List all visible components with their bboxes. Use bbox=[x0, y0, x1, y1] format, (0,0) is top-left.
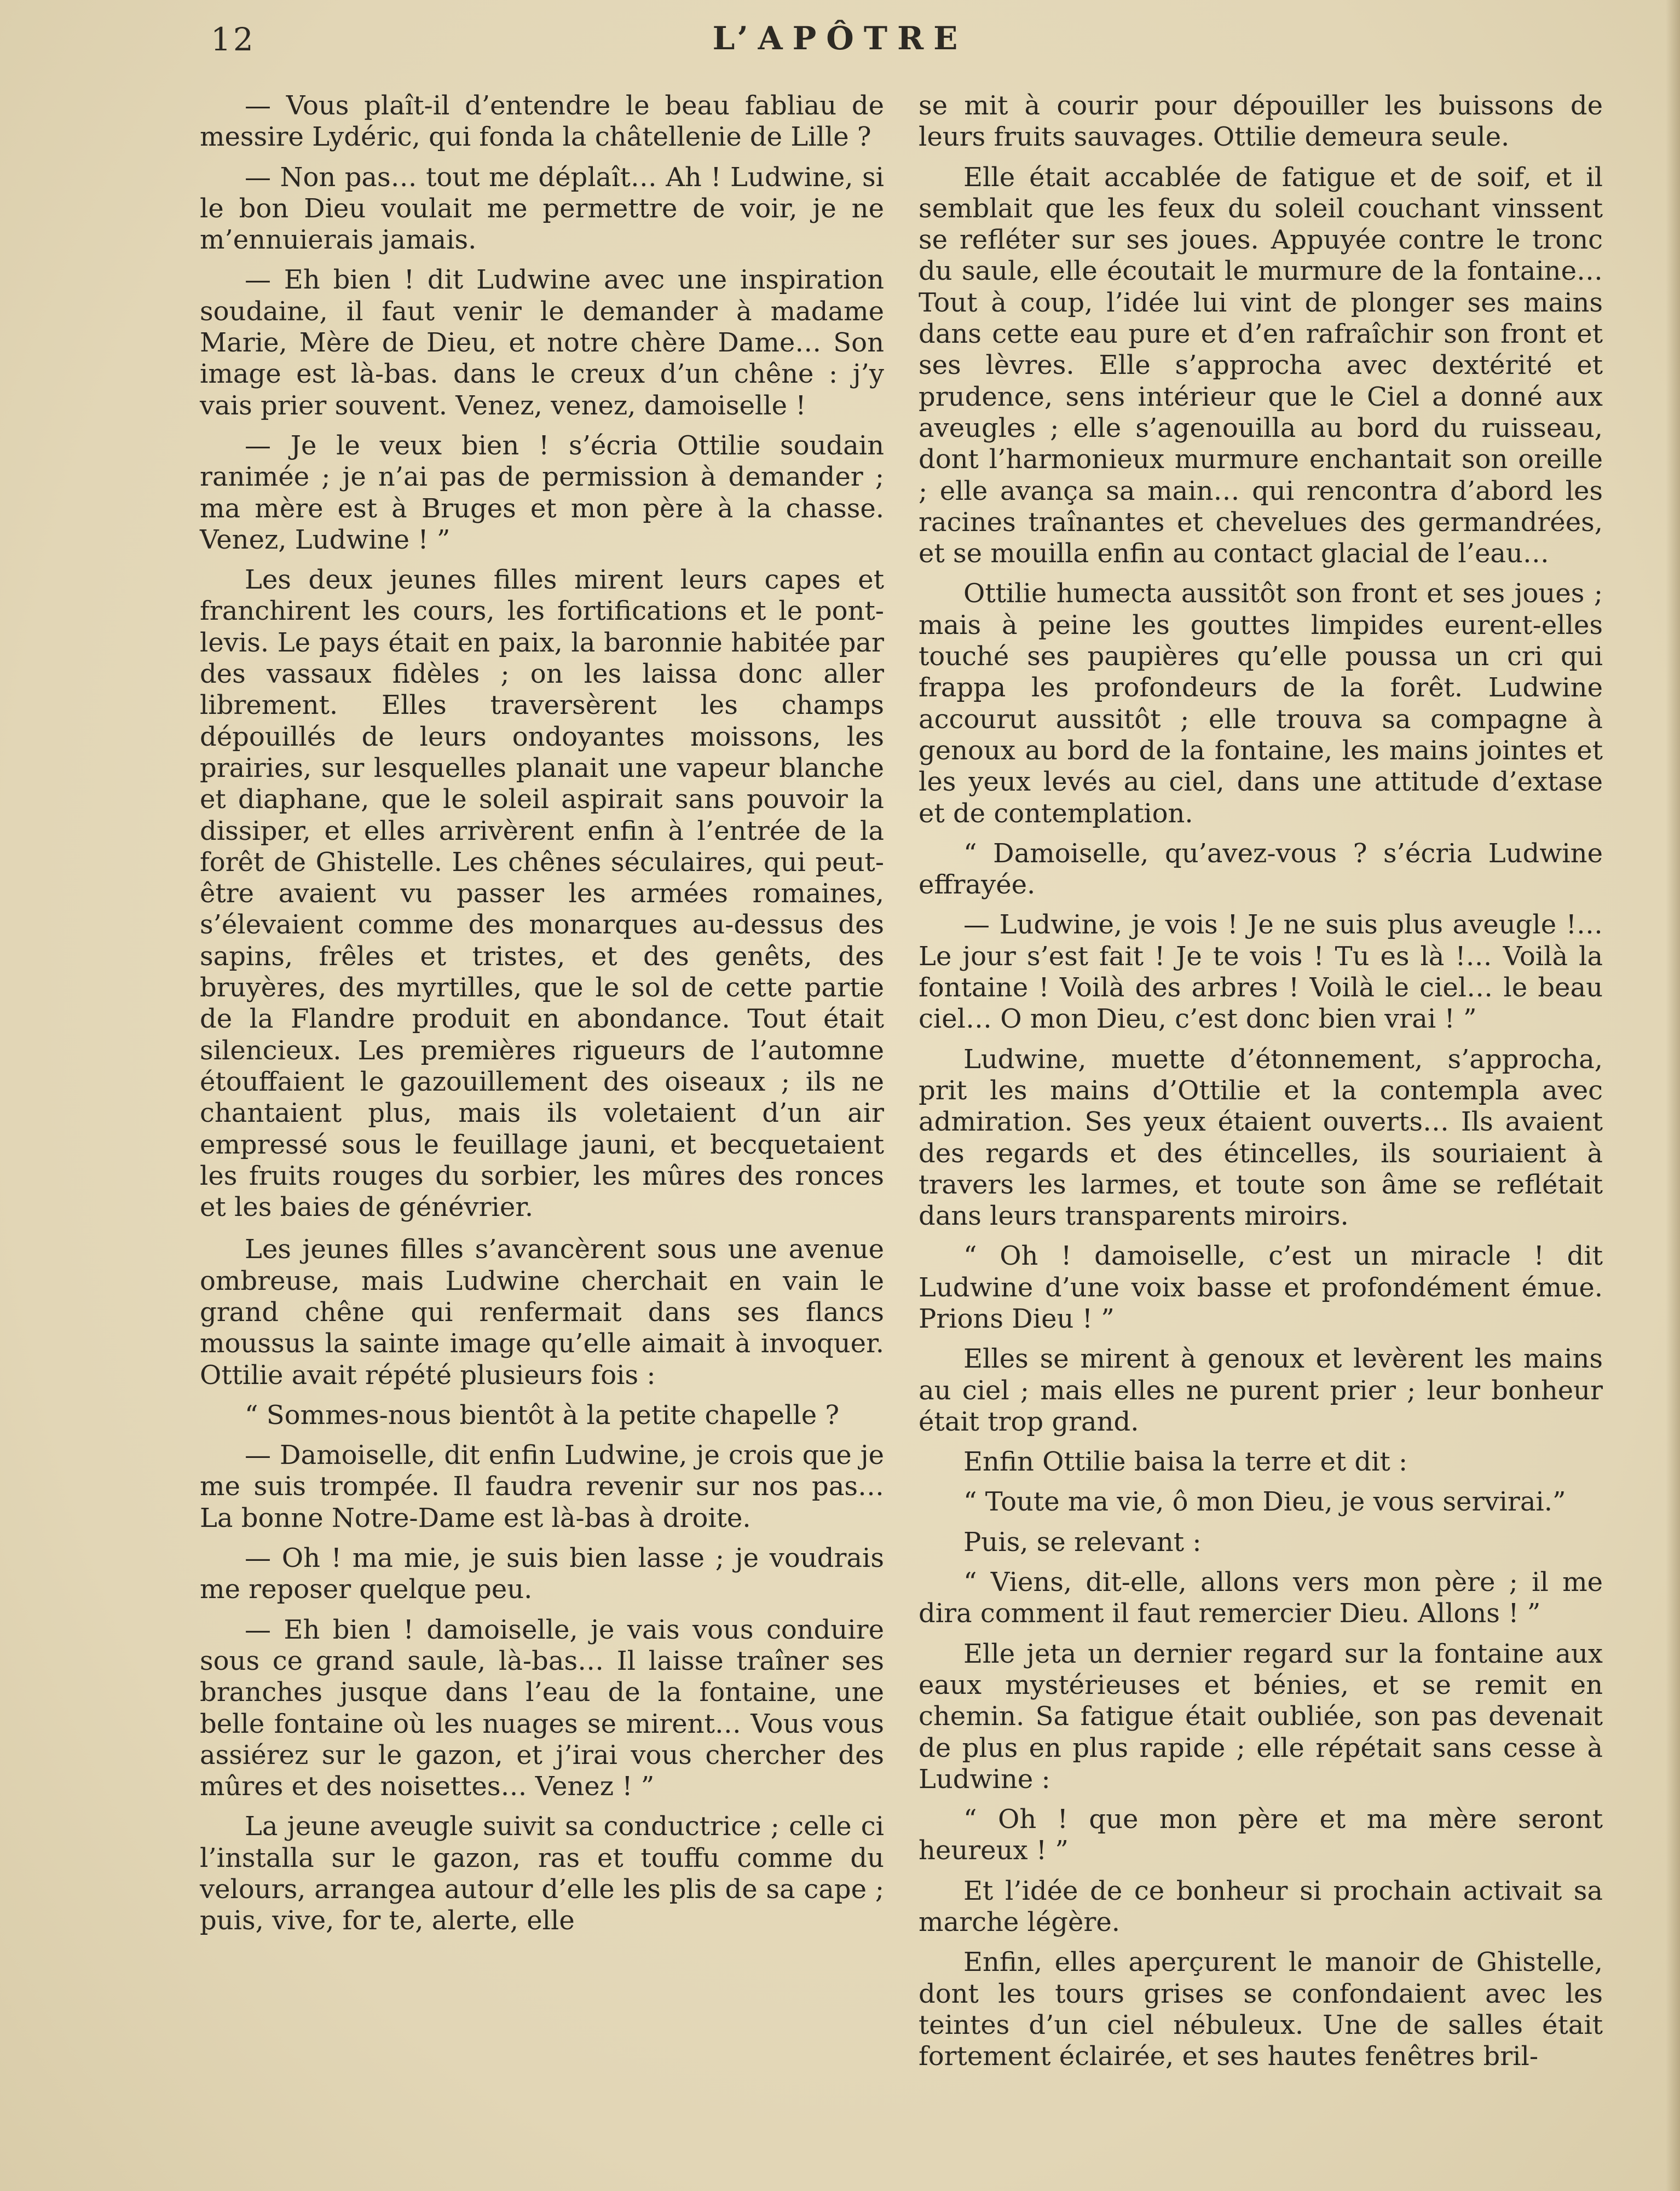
paragraph: Enfin Ottilie baisa la terre et dit : bbox=[963, 1446, 1408, 1478]
paragraph: Les deux jeunes filles mirent leurs capes et franchirent les cours, les fortifications et le pont-levis. Le pays était en paix, la baronnie habitée par des vassaux fidèles ; on les laissa donc aller librement. Elles traversèrent les champs dépouillés de leurs ondoyantes moissons, les prairies, sur lesquelles planait une vapeur blanche et diaphane, que le soleil aspirait sans pouvoir la dissiper, et elles arrivèrent enfin à l’entrée de la forêt de Ghistelle. Les chênes séculaires, qui peut-être avaient vu passer les armées romaines, s’élevaient comme des monarques au-dessus des sapins, frêles et tristes, et des genêts, des bruyères, des myrtilles, que le sol de cette partie de la Flandre produit en abondance. Tout était silencieux. Les premières rigueurs de l’automne étouffaient le gazouillement des oiseaux ; ils ne chantaient plus, mais ils voletaient d’un air empressé sous le feuillage jauni, et becquetaient les fruits rouges du sorbier, les mûres des ronces et les baies de génévrier. bbox=[200, 564, 884, 1223]
page-spine-shadow bbox=[1666, 0, 1680, 2191]
running-title: L’APÔTRE bbox=[712, 20, 968, 57]
paragraph: “ Oh ! damoiselle, c’est un miracle ! dit Ludwine d’une voix basse et profondément émue. Prions Dieu ! ” bbox=[919, 1241, 1603, 1334]
paragraph: “ Oh ! que mon père et ma mère seront heureux ! ” bbox=[919, 1804, 1603, 1866]
paragraph: Ottilie humecta aussitôt son front et ses joues ; mais à peine les gouttes limpides eurent-elles touché ses paupières qu’elle poussa un cri qui frappa les profondeurs de la forêt. Ludwine accourut aussitôt ; elle trouva sa compagne à genoux au bord de la fontaine, les mains jointes et les yeux levés au ciel, dans une attitude d’extase et de contemplation. bbox=[919, 578, 1603, 829]
paragraph: — Non pas… tout me déplaît… Ah ! Ludwine, si le bon Dieu voulait me permettre de voir, je ne m’ennuierais jamais. bbox=[200, 162, 884, 256]
paragraph: Elles se mirent à genoux et levèrent les mains au ciel ; mais elles ne purent prier ; leur bonheur était trop grand. bbox=[919, 1344, 1603, 1437]
paragraph: “ Viens, dit-elle, allons vers mon père ; il me dira comment il faut remercier Dieu. Allons ! ” bbox=[919, 1567, 1603, 1629]
paragraph: — Damoiselle, dit enfin Ludwine, je crois que je me suis trompée. Il faudra revenir sur nos pas… La bonne Notre-Dame est là-bas à droite. bbox=[200, 1440, 884, 1533]
left-column bbox=[200, 90, 884, 1946]
paragraph: — Eh bien ! damoiselle, je vais vous conduire sous ce grand saule, là-bas… Il laisse traîner ses branches jusque dans l’eau de la fontaine, une belle fontaine où les nuages se mirent… Vous vous assiérez sur le gazon, et j’irai vous chercher des mûres et des noisettes… Venez ! ” bbox=[200, 1614, 884, 1802]
right-column bbox=[919, 90, 1603, 2082]
paragraph: — Je le veux bien ! s’écria Ottilie soudain ranimée ; je n’ai pas de permission à demander ; ma mère est à Bruges et mon père à la chasse. Venez, Ludwine ! ” bbox=[200, 430, 884, 555]
paragraph: Enfin, elles aperçurent le manoir de Ghistelle, dont les tours grises se confondaient avec les teintes d’un ciel nébuleux. Une de salles était fortement éclairée, et ses hautes fenêtres bril- bbox=[919, 1947, 1603, 2072]
paragraph: Les jeunes filles s’avancèrent sous une avenue ombreuse, mais Ludwine cherchait en vain le grand chêne qui renfermait dans ses flancs moussus la sainte image qu’elle aimait à invoquer. Ottilie avait répété plusieurs fois : bbox=[200, 1234, 884, 1391]
paragraph: — Eh bien ! dit Ludwine avec une inspiration soudaine, il faut venir le demander à madame Marie, Mère de Dieu, et notre chère Dame… Son image est là-bas. dans le creux d’un chêne : j’y vais prier souvent. Venez, venez, damoiselle ! bbox=[200, 264, 884, 421]
paragraph: “ Toute ma vie, ô mon Dieu, je vous servirai.” bbox=[963, 1486, 1566, 1518]
paragraph: Et l’idée de ce bonheur si prochain activait sa marche légère. bbox=[919, 1875, 1603, 1938]
paragraph: La jeune aveugle suivit sa conductrice ; celle ci l’installa sur le gazon, ras et touffu comme du velours, arrangea autour d’elle les plis de sa cape ; puis, vive, for te, alerte, elle bbox=[200, 1811, 884, 1936]
paragraph: Puis, se relevant : bbox=[963, 1526, 1202, 1558]
page-number: 12 bbox=[211, 21, 256, 58]
paragraph: Elle jeta un dernier regard sur la fontaine aux eaux mystérieuses et bénies, et se remit en chemin. Sa fatigue était oubliée, son pas devenait de plus en plus rapide ; elle répétait sans cesse à Ludwine : bbox=[919, 1638, 1603, 1795]
page-header bbox=[0, 16, 1680, 66]
paragraph: se mit à courir pour dépouiller les buissons de leurs fruits sauvages. Ottilie demeura seule. bbox=[919, 90, 1603, 153]
paragraph: Elle était accablée de fatigue et de soif, et il semblait que les feux du soleil couchant vinssent se refléter sur ses joues. Appuyée contre le tronc du saule, elle écoutait le murmure de la fontaine… Tout à coup, l’idée lui vint de plonger ses mains dans cette eau pure et d’en rafraîchir son front et ses lèvres. Elle s’approcha avec dextérité et prudence, sens intérieur que le Ciel a donné aux aveugles ; elle s’agenouilla au bord du ruisseau, dont l’harmonieux murmure enchantait son oreille ; elle avança sa main… qui rencontra d’abord les racines traînantes et chevelues des germandrées, et se mouilla enfin au contact glacial de l’eau… bbox=[919, 162, 1603, 569]
paragraph: “ Sommes-nous bientôt à la petite chapelle ? bbox=[245, 1399, 840, 1431]
paragraph: Ludwine, muette d’étonnement, s’approcha, prit les mains d’Ottilie et la contempla avec admiration. Ses yeux étaient ouverts… Ils avaient des regards et des étincelles, ils souriaient à travers les larmes, et toute son âme se reflétait dans leurs transparents miroirs. bbox=[919, 1043, 1603, 1232]
paragraph: “ Damoiselle, qu’avez-vous ? s’écria Ludwine effrayée. bbox=[919, 838, 1603, 901]
paragraph: — Ludwine, je vois ! Je ne suis plus aveugle !… Le jour s’est fait ! Je te vois ! Tu es là !… Voilà la fontaine ! Voilà des arbres ! Voilà le ciel… le beau ciel… O mon Dieu, c’est donc bien vrai ! ” bbox=[919, 909, 1603, 1035]
paragraph: — Vous plaît-il d’entendre le beau fabliau de messire Lydéric, qui fonda la châtellenie de Lille ? bbox=[200, 90, 884, 153]
paragraph: — Oh ! ma mie, je suis bien lasse ; je voudrais me reposer quelque peu. bbox=[200, 1543, 884, 1605]
